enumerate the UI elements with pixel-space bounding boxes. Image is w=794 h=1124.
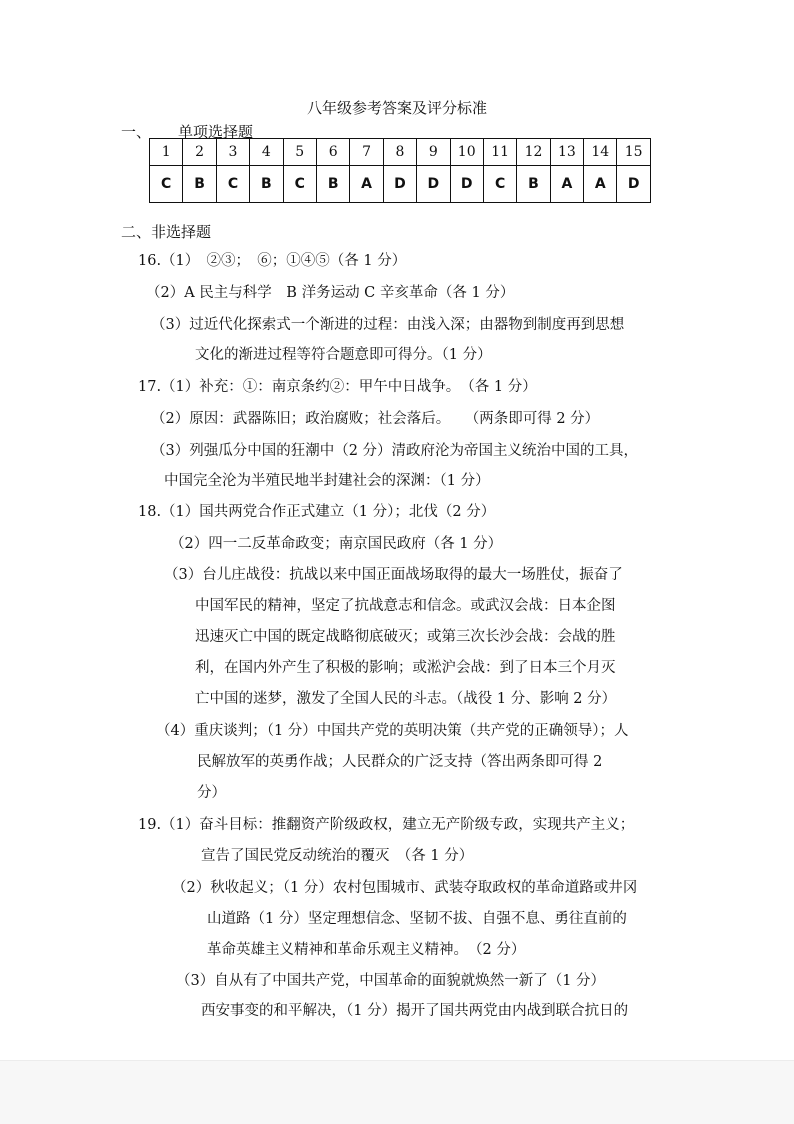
answer-line: （2）四一二反革命政变；南京国民政府（各 1 分）: [170, 536, 503, 552]
answer-line: （2）原因：武器陈旧；政治腐败；社会落后。 （两条即可得 2 分）: [151, 411, 600, 427]
answer-letter: A: [550, 166, 583, 203]
section2-heading: 二、非选择题: [121, 223, 212, 241]
answer-line: （3）列强瓜分中国的狂潮中（2 分）清政府沦为帝国主义统治中国的工具，: [151, 443, 639, 459]
page-bottom-margin: [0, 1060, 794, 1124]
question-number: 10: [450, 139, 483, 166]
answer-letter: D: [450, 166, 483, 203]
answer-line: 16.（1） ②③； ⑥；①④⑤（各 1 分）: [138, 253, 407, 269]
answer-letter: A: [350, 166, 383, 203]
answer-line: 山道路（1 分）坚定理想信念、坚韧不拔、自强不息、勇往直前的: [207, 911, 627, 927]
answer-line: 西安事变的和平解决，（1 分）揭开了国共两党由内战到联合抗日的: [201, 1003, 629, 1019]
question-number: 2: [183, 139, 216, 166]
question-number: 13: [550, 139, 583, 166]
answer-letter: B: [183, 166, 216, 203]
answer-line: 利，在国内外产生了积极的影响；或淞沪会战：到了日本三个月灭: [195, 660, 616, 676]
answer-letter: C: [483, 166, 516, 203]
answer-line: （3）台儿庄战役：抗战以来中国正面战场取得的最大一场胜仗，振奋了: [164, 567, 623, 583]
answer-line: （2）A 民主与科学 B 洋务运动 C 辛亥革命（各 1 分）: [146, 285, 515, 301]
answer-letter: D: [383, 166, 416, 203]
answer-line: 文化的渐进过程等符合题意即可得分。（1 分）: [195, 347, 492, 363]
section1-label: 单项选择题: [178, 123, 254, 141]
answer-line: 宣告了国民党反动统治的覆灭 （各 1 分）: [201, 848, 474, 864]
answer-line: （2）秋收起义；（1 分）农村包围城市、武装夺取政权的革命道路或井冈: [172, 880, 638, 896]
answer-line: （3）自从有了中国共产党，中国革命的面貌就焕然一新了（1 分）: [176, 973, 606, 989]
question-number-row: [150, 139, 651, 166]
answer-line: 革命英雄主义精神和革命乐观主义精神。 （2 分）: [207, 942, 526, 958]
answer-letter: D: [617, 166, 650, 203]
answer-line: 亡中国的迷梦，激发了全国人民的斗志。（战役 1 分、影响 2 分）: [195, 691, 617, 707]
answer-line: （3）过近代化探索式一个渐进的过程：由浅入深；由器物到制度再到思想: [151, 317, 625, 333]
answer-line: 19.（1）奋斗目标：推翻资产阶级政权，建立无产阶级专政，实现共产主义；: [138, 817, 635, 833]
answer-letter: B: [316, 166, 349, 203]
question-number: 1: [150, 139, 183, 166]
answer-letter: A: [584, 166, 617, 203]
answer-line: 迅速灭亡中国的既定战略彻底破灭；或第三次长沙会战：会战的胜: [195, 629, 616, 645]
page-title: 八年级参考答案及评分标准: [306, 99, 487, 117]
question-number: 8: [383, 139, 416, 166]
answer-letter: B: [517, 166, 550, 203]
question-number: 5: [283, 139, 316, 166]
question-number: 15: [617, 139, 650, 166]
question-number: 14: [584, 139, 617, 166]
answer-letter: C: [216, 166, 249, 203]
question-number: 12: [517, 139, 550, 166]
question-number: 6: [316, 139, 349, 166]
question-number: 9: [417, 139, 450, 166]
answer-line: 17.（1）补充：①：南京条约②：甲午中日战争。 （各 1 分）: [138, 379, 537, 395]
answer-line: 民解放军的英勇作战；人民群众的广泛支持（答出两条即可得 2: [197, 754, 603, 770]
answer-letter: D: [417, 166, 450, 203]
answer-table: [149, 138, 651, 203]
section1-number: 一、: [121, 123, 152, 141]
question-number: 11: [483, 139, 516, 166]
question-number: 3: [216, 139, 249, 166]
answer-line: 分）: [197, 785, 226, 801]
answer-line: （4）重庆谈判；（1 分）中国共产党的英明决策（共产党的正确领导）；人: [156, 723, 629, 739]
answer-letter: C: [150, 166, 183, 203]
question-number: 4: [250, 139, 283, 166]
answer-line: 中国完全沦为半殖民地半封建社会的深渊：（1 分）: [164, 473, 490, 489]
answer-line: 18.（1）国共两党合作正式建立（1 分）；北伐（2 分）: [138, 504, 496, 520]
answer-line: 中国军民的精神，坚定了抗战意志和信念。或武汉会战：日本企图: [195, 598, 616, 614]
question-number: 7: [350, 139, 383, 166]
answer-letter: B: [250, 166, 283, 203]
answer-letter-row: [150, 166, 651, 203]
answer-letter: C: [283, 166, 316, 203]
